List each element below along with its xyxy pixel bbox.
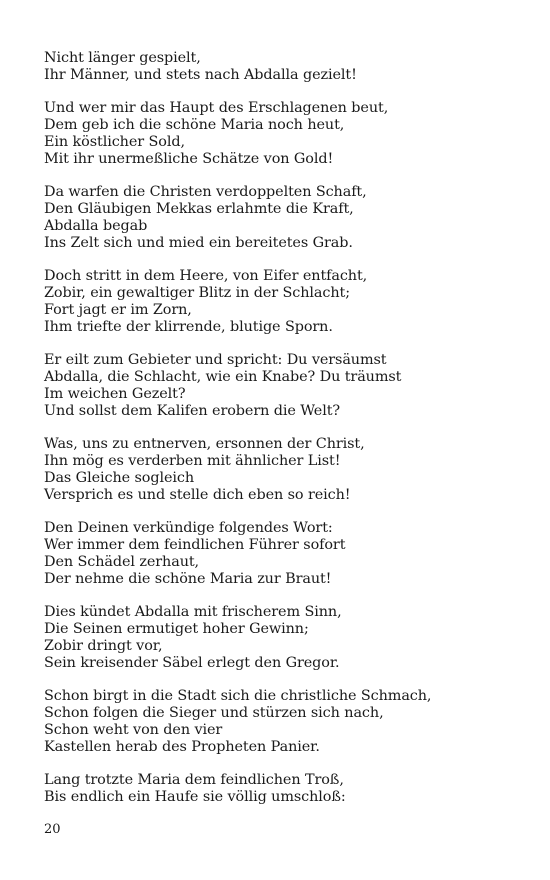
verse-line: Zobir dringt vor,: [44, 638, 163, 654]
stanza: [44, 688, 524, 756]
verse-line: Ihm triefte der klirrende, blutige Sporn.: [44, 319, 333, 335]
stanza: [44, 352, 524, 420]
stanza: [44, 520, 524, 588]
verse-line: Schon birgt in die Stadt sich die christliche Schmach,: [44, 688, 432, 704]
verse-line: Nicht länger gespielt,: [44, 50, 201, 66]
page-number: 20: [44, 822, 61, 837]
verse-line: Bis endlich ein Haufe sie völlig umschloß:: [44, 789, 346, 805]
verse-line: Das Gleiche sogleich: [44, 470, 195, 486]
stanza: [44, 100, 524, 168]
verse-line: Abdalla, die Schlacht, wie ein Knabe? Du träumst: [44, 369, 402, 385]
verse-line: Dem geb ich die schöne Maria noch heut,: [44, 117, 345, 133]
stanza: [44, 184, 524, 252]
verse-line: Den Schädel zerhaut,: [44, 554, 200, 570]
verse-line: Was, uns zu entnerven, ersonnen der Christ,: [44, 436, 365, 452]
verse-line: Versprich es und stelle dich eben so reich!: [44, 487, 351, 503]
verse-line: Fort jagt er im Zorn,: [44, 302, 192, 318]
verse-line: Ins Zelt sich und mied ein bereitetes Grab.: [44, 235, 353, 251]
stanza: [44, 604, 524, 672]
verse-line: Sein kreisender Säbel erlegt den Gregor.: [44, 655, 340, 671]
verse-line: Wer immer dem feindlichen Führer sofort: [44, 537, 346, 553]
verse-line: Schon folgen die Sieger und stürzen sich nach,: [44, 705, 384, 721]
verse-line: Lang trotzte Maria dem feindlichen Troß,: [44, 772, 344, 788]
verse-line: Dies kündet Abdalla mit frischerem Sinn,: [44, 604, 342, 620]
verse-line: Ihr Männer, und stets nach Abdalla gezielt!: [44, 67, 357, 83]
stanza: [44, 772, 524, 806]
verse-line: Im weichen Gezelt?: [44, 386, 186, 402]
verse-line: Die Seinen ermutiget hoher Gewinn;: [44, 621, 309, 637]
verse-line: Doch stritt in dem Heere, von Eifer entfacht,: [44, 268, 368, 284]
verse-line: Da warfen die Christen verdoppelten Schaft,: [44, 184, 367, 200]
stanza: [44, 268, 524, 336]
verse-line: Den Gläubigen Mekkas erlahmte die Kraft,: [44, 201, 354, 217]
verse-line: Kastellen herab des Propheten Panier.: [44, 739, 320, 755]
stanza: [44, 436, 524, 504]
verse-line: Den Deinen verkündige folgendes Wort:: [44, 520, 333, 536]
verse-line: Schon weht von den vier: [44, 722, 223, 738]
verse-line: Abdalla begab: [44, 218, 148, 234]
verse-line: Und wer mir das Haupt des Erschlagenen beut,: [44, 100, 389, 116]
verse-line: Zobir, ein gewaltiger Blitz in der Schlacht;: [44, 285, 350, 301]
verse-line: Er eilt zum Gebieter und spricht: Du versäumst: [44, 352, 387, 368]
verse-line: Der nehme die schöne Maria zur Braut!: [44, 571, 332, 587]
verse-line: Ein köstlicher Sold,: [44, 134, 185, 150]
poem-text: [44, 50, 524, 822]
verse-line: Ihn mög es verderben mit ähnlicher List!: [44, 453, 341, 469]
verse-line: Mit ihr unermeßliche Schätze von Gold!: [44, 151, 334, 167]
verse-line: Und sollst dem Kalifen erobern die Welt?: [44, 403, 340, 419]
stanza: [44, 50, 524, 84]
